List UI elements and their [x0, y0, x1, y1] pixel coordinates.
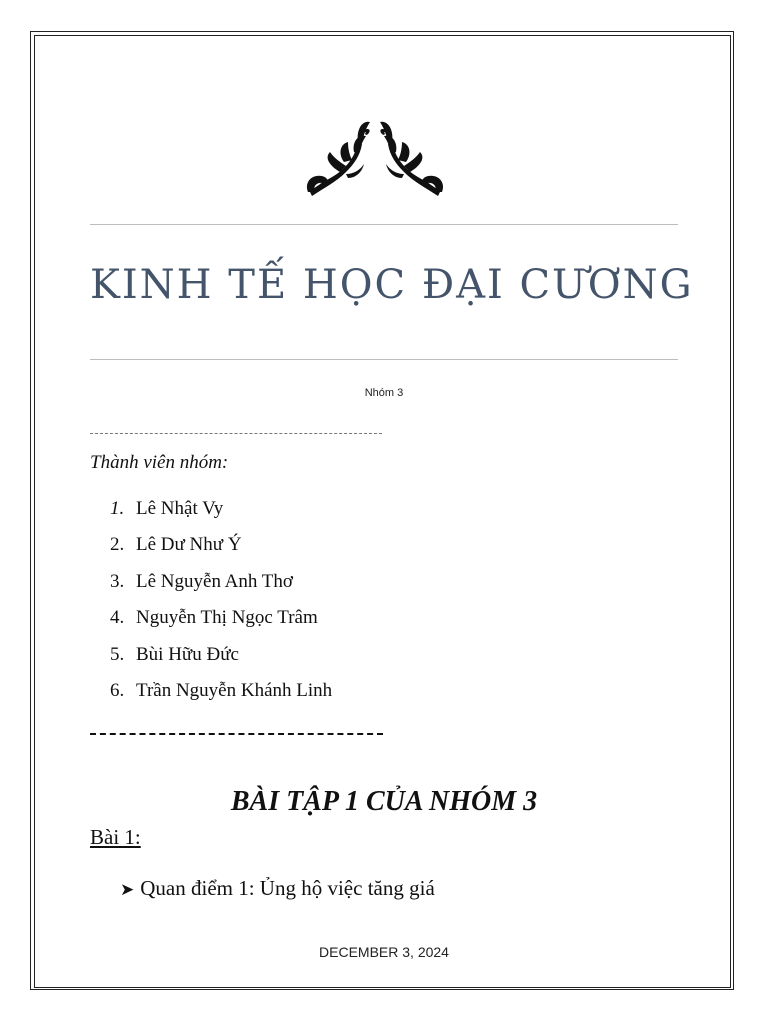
member-number: 1.	[110, 498, 125, 519]
title-rule-bottom	[90, 359, 678, 360]
member-name: Lê Nhật Vy	[136, 498, 224, 519]
member-number: 4.	[110, 607, 125, 629]
document-subtitle: Nhóm 3	[364, 387, 404, 399]
member-item	[110, 644, 332, 680]
member-number: 3.	[110, 570, 125, 592]
document-date: DECEMBER 3, 2024	[319, 944, 449, 960]
member-name: Bùi Hữu Đức	[136, 643, 239, 665]
viewpoint-text: Quan điểm 1: Ủng hộ việc tăng giá	[140, 876, 435, 900]
member-item	[110, 498, 332, 534]
member-number: 6.	[110, 679, 125, 701]
members-label: Thành viên nhóm:	[90, 452, 229, 473]
member-list	[110, 498, 332, 716]
section-label: Bài 1:	[90, 825, 141, 849]
floral-ornament-icon	[300, 112, 450, 200]
member-name: Lê Dư Như Ý	[136, 534, 242, 556]
member-number: 2.	[110, 534, 125, 556]
document-title: KINH TẾ HỌC ĐẠI CƯƠNG	[90, 262, 694, 308]
dashed-divider-thin	[90, 433, 382, 434]
member-number: 5.	[110, 643, 125, 665]
assignment-heading: BÀI TẬP 1 CỦA NHÓM 3	[230, 786, 538, 817]
member-item	[110, 571, 332, 607]
dashed-divider-thick	[90, 733, 383, 735]
title-rule-top	[90, 224, 678, 225]
member-name: Nguyễn Thị Ngọc Trâm	[136, 607, 318, 629]
member-item	[110, 680, 332, 716]
member-name: Lê Nguyễn Anh Thơ	[136, 570, 293, 592]
viewpoint-item	[120, 876, 435, 901]
arrow-bullet-icon: ➤	[120, 880, 135, 899]
member-item	[110, 607, 332, 643]
member-name: Trần Nguyễn Khánh Linh	[136, 679, 333, 701]
member-item	[110, 534, 332, 570]
